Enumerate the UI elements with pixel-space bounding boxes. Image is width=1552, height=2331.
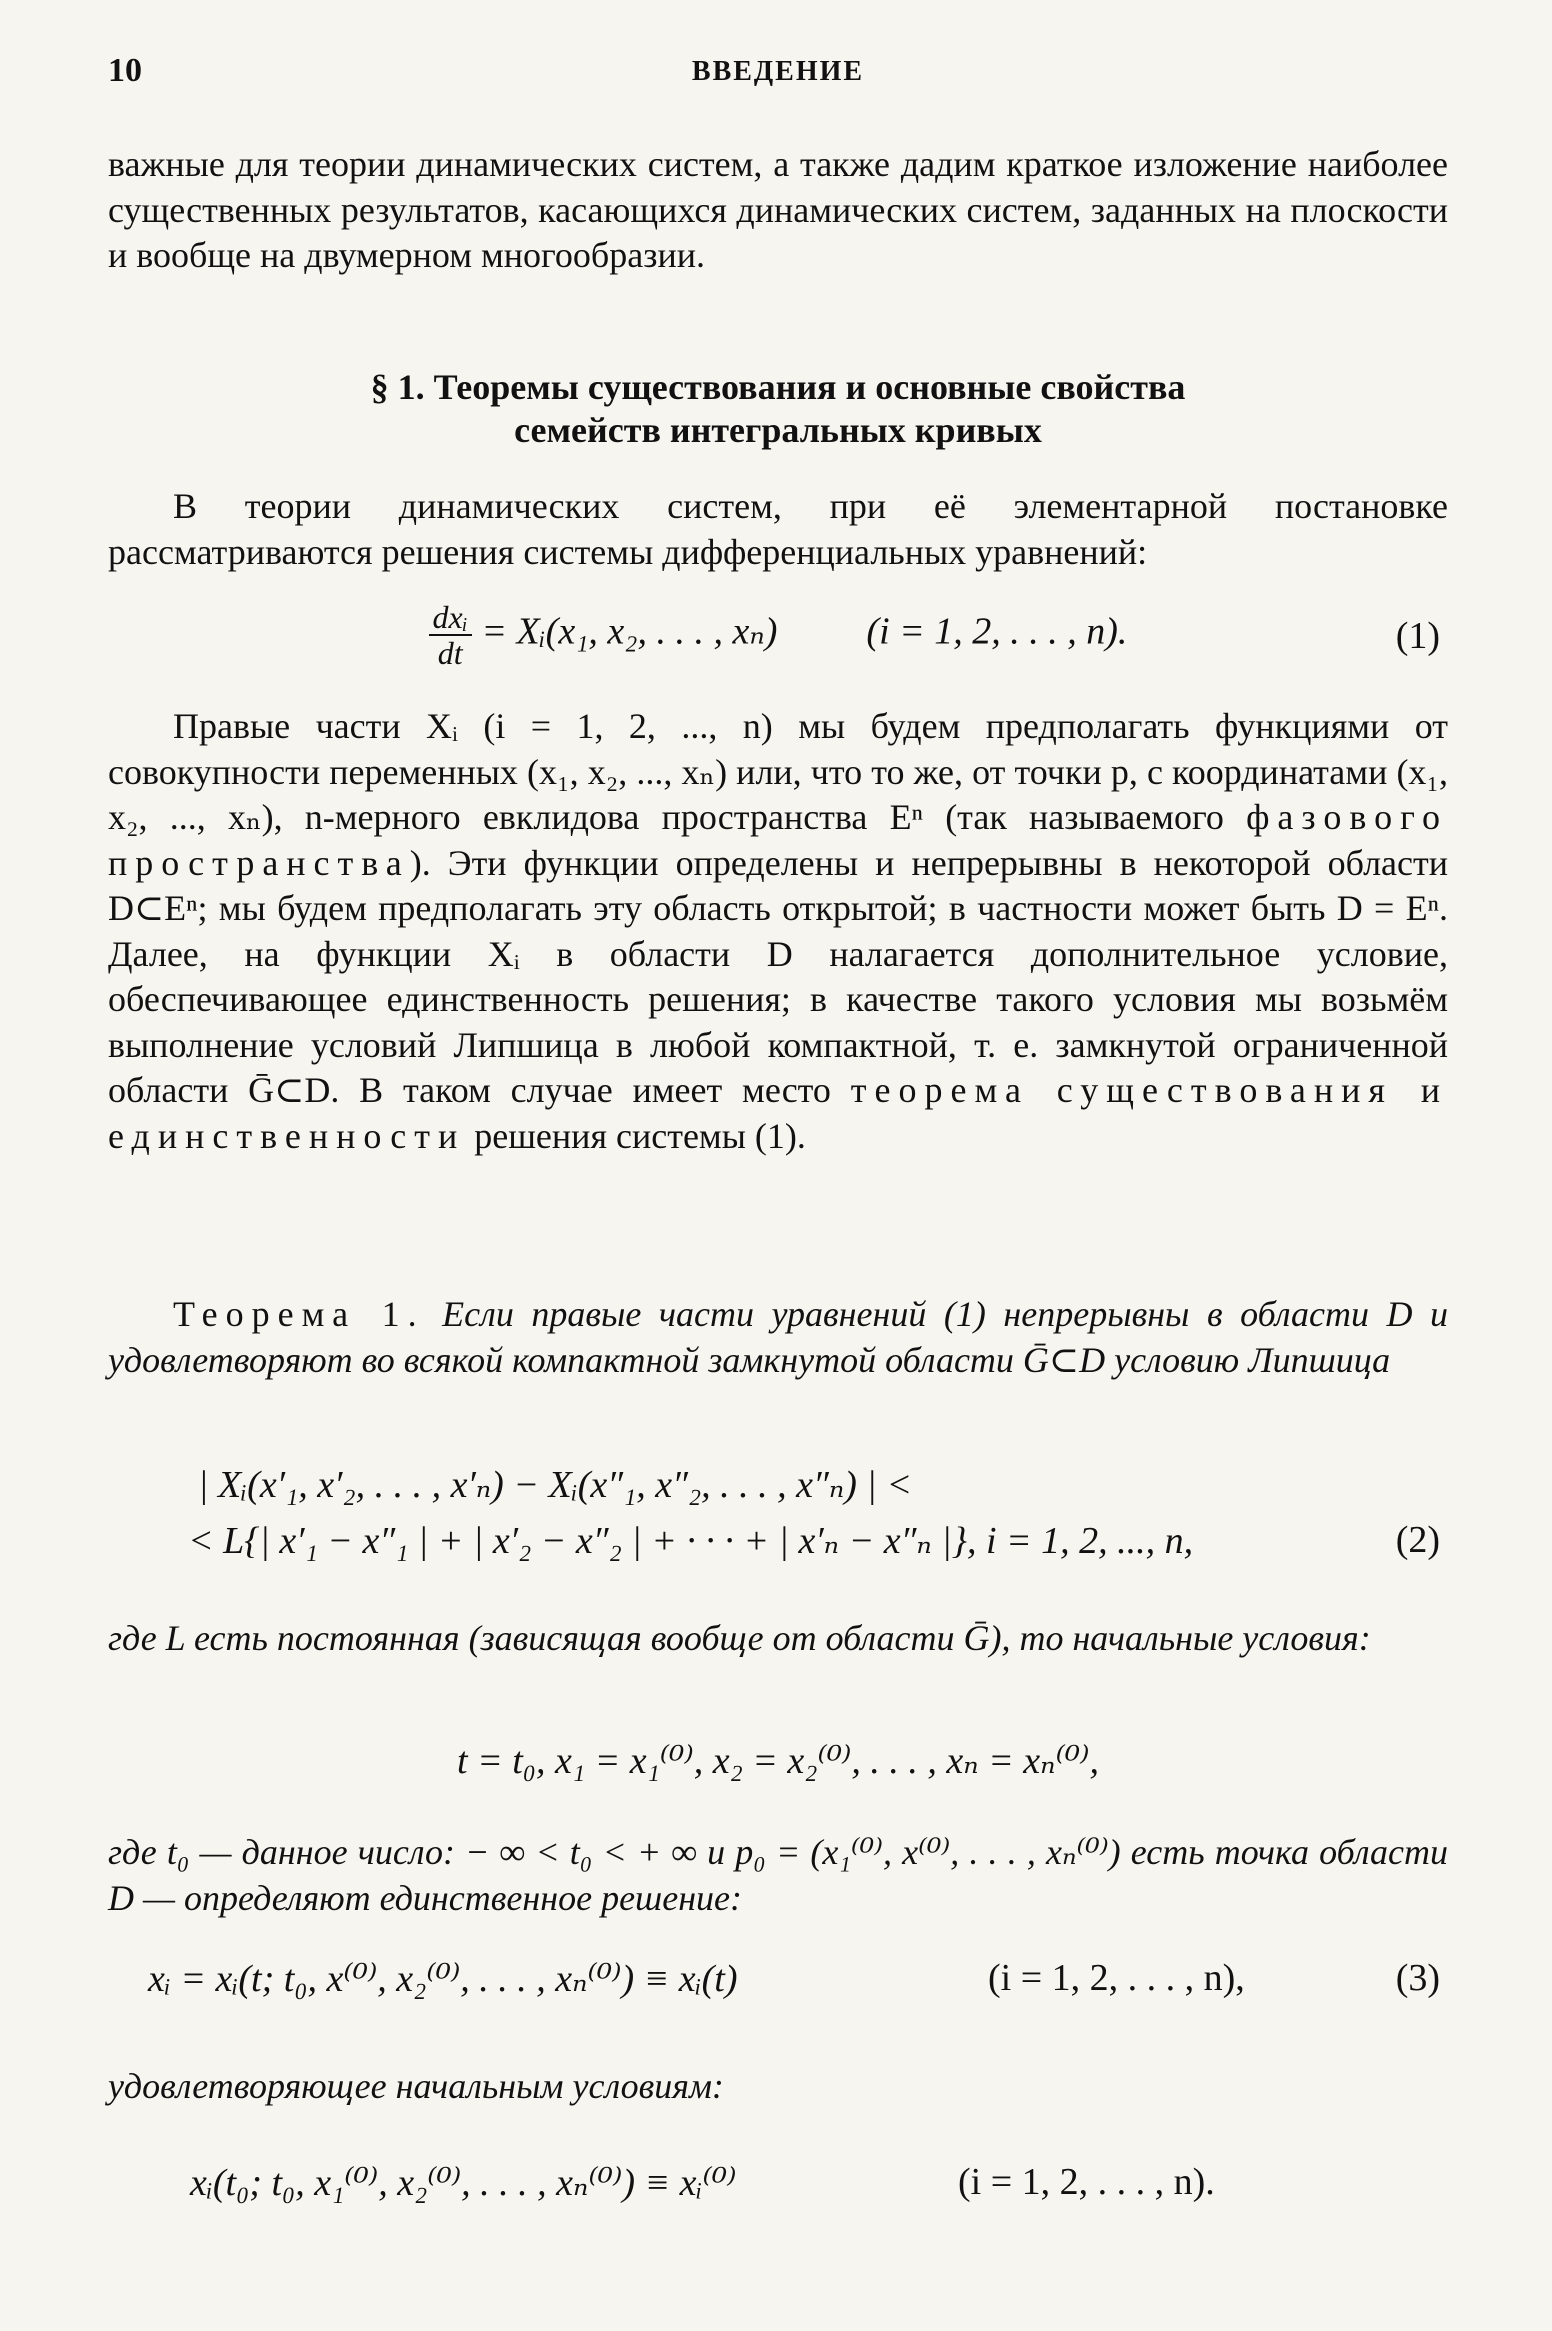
equation-3-text: xᵢ = xᵢ(t; t₀, x⁽⁰⁾, x₂⁽⁰⁾, . . . , xₙ⁽⁰⁾) ≡ xᵢ(t) [148,1958,738,2000]
paragraph-1: В теории динамических систем, при её элементарной постановке рассматриваются решения системы дифференциальных уравнений: [108,486,1448,572]
paragraph-2 [108,704,1448,1159]
paragraph-4: где t₀ — данное число: − ∞ < t₀ < + ∞ и p₀ = (x₁⁽⁰⁾, x⁽⁰⁾, . . . , xₙ⁽⁰⁾) есть точка области D — определяют единственное решение: [108,1832,1448,1918]
equation-3-label: (3) [1395,1957,1440,1999]
equation-2-line-2: < L{| x′₁ − x″₁ | + | x′₂ − x″₂ | + · · · + | x′ₙ − x″ₙ |}, i = 1, 2, ..., n, [188,1520,1194,1562]
existence-theorem-term: теорема существования и единственности [108,1070,1448,1156]
equation-1 [108,600,1448,670]
equation-4 [108,2160,1448,2216]
equation-2 [108,1462,1448,1572]
equation-2-line-1: | Xᵢ(x′₁, x′₂, . . . , x′ₙ) − Xᵢ(x″₁, x″₂, . . . , x″ₙ) | < [198,1464,913,1506]
paragraph-2-text-a: Правые части Xᵢ (i = 1, 2, ..., n) мы будем предполагать функциями от совокупности переменных (x₁, x₂, ..., xₙ) или, что то же, от точки p, с координатами (x₁, x₂, ..., xₙ), n-мерного евклидова пространства Eⁿ (так называемого [108,706,1448,837]
equation-4-condition: (i = 1, 2, . . . , n). [958,2161,1215,2203]
page-number: 10 [108,52,142,89]
running-title: ВВЕДЕНИЕ [691,56,865,87]
equation-4-text: xᵢ(t₀; t₀, x₁⁽⁰⁾, x₂⁽⁰⁾, . . . , xₙ⁽⁰⁾) ≡ xᵢ⁽⁰⁾ [190,2162,737,2204]
equation-initial-conditions-text: t = t₀, x₁ = x₁⁽⁰⁾, x₂ = x₂⁽⁰⁾, . . . , xₙ = xₙ⁽⁰⁾, [457,1740,1099,1782]
equation-1-fraction [429,600,472,670]
section-heading [108,366,1448,452]
equation-1-denominator: dt [437,635,463,671]
equation-1-label: (1) [1395,615,1440,657]
paragraph-2-text-b: ). Эти функции определены и непрерывны в некоторой области D⊂Eⁿ; мы будем предполагать эту область открытой; в частности может быть D = Eⁿ. Далее, на функции Xᵢ в области D налагается дополнительное условие, обеспечивающее единственность решения; в качестве такого условия мы возьмём выполнение условий Липшица в любой компактной, т. е. замкнутой ограниченной области Ḡ⊂D. В таком случае имеет место [108,842,1448,1110]
paragraph-3: где L есть постоянная (зависящая вообще от области Ḡ), то начальные условия: [108,1618,1371,1658]
paragraph-5: удовлетворяющее начальным условиям: [108,2066,724,2106]
equation-3-condition: (i = 1, 2, . . . , n), [988,1957,1245,1999]
phase-space-term: фазового пространства [108,797,1448,883]
equation-1-rhs: = Xᵢ(x₁, x₂, . . . , xₙ) [481,610,778,653]
theorem-1 [108,1292,1448,1383]
equation-1-condition: (i = 1, 2, . . . , n). [866,610,1128,653]
equation-2-label: (2) [1395,1519,1440,1561]
intro-paragraph: важные для теории динамических систем, а также дадим краткое изложение наиболее существенных результатов, касающихся динамических систем, заданных на плоскости и вообще на двумерном многообразии. [108,144,1448,275]
section-heading-line-1: § 1. Теоремы существования и основные свойства [370,367,1186,407]
equation-1-numerator: dxᵢ [429,600,472,636]
theorem-1-label: Теорема 1. [173,1294,425,1334]
equation-3 [108,1956,1448,2012]
paragraph-2-text-c: решения системы (1). [474,1115,806,1156]
theorem-1-statement: Если правые части уравнений (1) непрерывны в области D и удовлетворяют во всякой компактной замкнутой области Ḡ⊂D условию Липшица [108,1294,1449,1380]
equation-initial-conditions [108,1738,1448,1794]
section-heading-line-2: семейств интегральных кривых [514,410,1042,450]
running-header [108,52,1448,102]
